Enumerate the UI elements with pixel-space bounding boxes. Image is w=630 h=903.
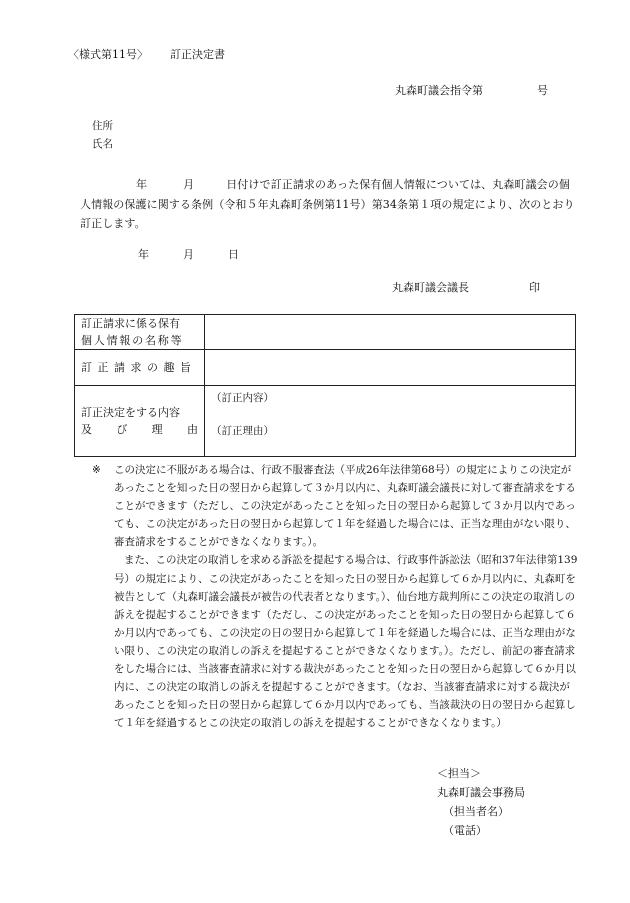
row2-label [75,350,205,386]
row1-label-line1: 訂正請求に係る保有 [81,317,180,330]
row1-value [205,315,576,350]
contact-block [437,764,525,840]
row1-label-line2: 個人情報の名称等 [81,334,184,347]
decision-date [138,248,239,262]
signer [392,281,540,295]
document-title: 訂正決定書 [170,48,225,61]
decision-table [74,314,576,457]
intro-month: 月 [183,178,195,191]
row3-value [205,386,576,457]
table-row [75,350,576,386]
date-month: 月 [183,248,194,261]
seal-mark: 印 [529,281,540,294]
row2-label-text: 訂正請求の趣旨 [81,361,197,374]
notice-paragraph-2: また、この決定の取消しを求める訴訟を提起する場合は、行政事件訴訟法（昭和37年法律第139号）の規定により、この決定があったことを知った日の翌日から起算して６か月以内に、丸森町を被告として（丸森町議会議長が被告の代表者となります。）、仙台地方裁判所にこの決定の取消しの訴えを提起することができます（ただし、この決定があったことを知った日の翌日から起算して６か月以内であっても、この決定の日の翌日から起算して１年を経過した場合には、正当な理由がない限り、この決定の取消しの訴えを提起することができなくなります。）。ただし、前記の審査請求をした場合には、当該審査請求に対する裁決があったことを知った日の翌日から起算して６か月以内に、この決定の取消しの訴えを提起することができます。（なお、当該審査請求に対する裁決があったことを知った日の翌日から起算して６か月以内であっても、当該裁決の日の翌日から起算して１年を経過するとこの決定の取消しの訴えを提起することができなくなります。） [114,554,578,730]
address-label: 住所 [92,120,113,132]
content-label: （訂正内容） [211,392,274,404]
row1-label [75,315,205,350]
row2-value [205,350,576,386]
row3-label [75,386,205,457]
row3-label-line2 [81,421,198,438]
contact-phone: （電話） [443,824,487,837]
contact-office: 丸森町議会事務局 [437,786,525,799]
notice-mark: ※ [92,464,101,476]
row3-label-line1: 訂正決定をする内容 [81,406,180,419]
notice-paragraph-1: この決定に不服がある場合は、行政不服審査法（平成26年法律第68号）の規定によりこの決定があったことを知った日の翌日から起算して３か月以内に、丸森町議会議長に対して審査請求をすることができます（ただし、この決定があったことを知った日の翌日から起算して３か月以内であっても、この決定があった日の翌日から起算して１年を経過した場合には、正当な理由がない限り、審査請求をすることができなくなります。）。 [114,464,576,549]
date-day: 日 [228,248,239,261]
contact-person: （担当者名） [443,805,509,818]
intro-text: 日付けで訂正請求のあった保有個人情報については、丸森町議会の個人情報の保護に関する条例（令和５年丸森町条例第11号）第34条第１項の規定により、次のとおり訂正します。 [80,178,575,230]
signer-title: 丸森町議会議長 [392,281,469,294]
order-prefix: 丸森町議会指令第 [395,84,483,97]
intro-paragraph [80,175,580,234]
date-year: 年 [138,248,149,261]
reason-label: （訂正理由） [211,424,274,437]
table-row [75,315,576,350]
row3-char-d: 由 [186,423,198,436]
name-label: 氏名 [92,138,113,150]
form-number: 〈様式第11号〉 [68,48,148,61]
table-row [75,386,576,457]
row3-char-a: 及 [81,423,92,436]
form-header [68,48,225,62]
order-suffix: 号 [537,84,548,97]
order-number-line [395,84,548,98]
legal-notice [80,461,580,732]
intro-year: 年 [136,178,148,191]
contact-heading: ＜担当＞ [437,767,481,780]
row3-char-c: 理 [151,423,163,436]
row3-char-b: び [116,423,128,436]
